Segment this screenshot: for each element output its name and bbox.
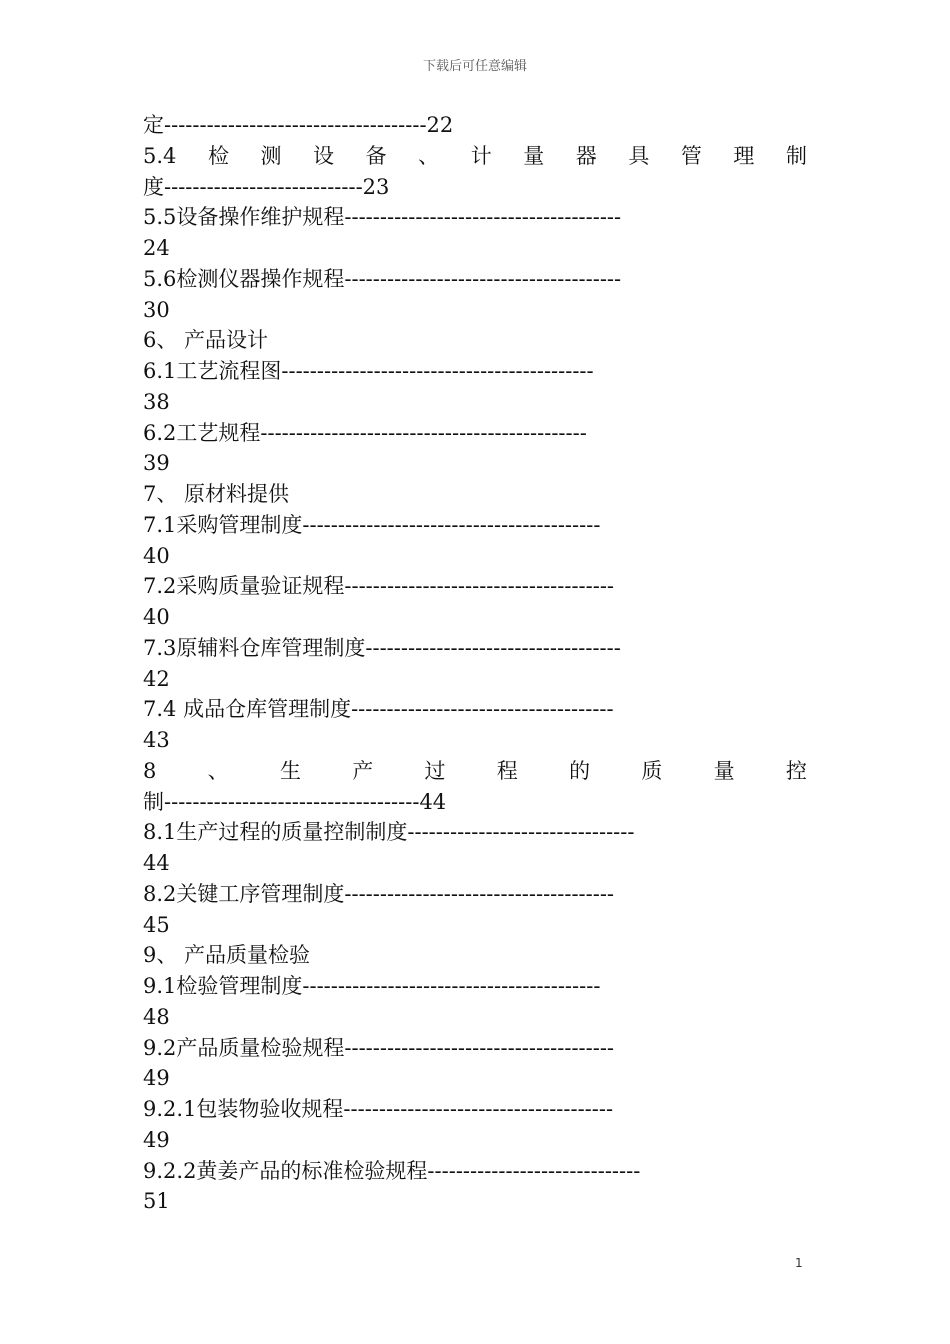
toc-line: 5.6检测仪器操作规程--------------------------------------- — [143, 266, 622, 291]
toc-word: 测 — [260, 143, 282, 168]
toc-word: 程 — [496, 758, 518, 783]
page-number: 1 — [795, 1256, 803, 1270]
toc-word: 、 — [418, 143, 440, 168]
toc-line-justified — [143, 141, 807, 172]
toc-line: 5.5设备操作维护规程--------------------------------------- — [143, 205, 622, 230]
toc-word: 管 — [680, 143, 702, 168]
toc-page-ref: 30 — [143, 297, 170, 322]
toc-page-ref: 39 — [143, 451, 170, 476]
toc-line: 7.4 成品仓库管理制度------------------------------------- — [143, 697, 614, 722]
toc-word: 量 — [713, 758, 735, 783]
toc-word: 生 — [279, 758, 301, 783]
toc-line: 8.2关键工序管理制度-------------------------------------- — [143, 881, 615, 906]
toc-section-heading: 6、 产品设计 — [143, 328, 269, 353]
toc-word: 质 — [641, 758, 663, 783]
toc-word: 的 — [569, 758, 591, 783]
toc-line: 9.2.1包装物验收规程-------------------------------------- — [143, 1097, 614, 1121]
toc-line: 7.2采购质量验证规程-------------------------------------- — [143, 574, 615, 599]
toc-line: 9.2.2黄姜产品的标准检验规程------------------------------ — [143, 1158, 641, 1183]
toc-line: 9.1检验管理制度------------------------------------------ — [143, 974, 601, 998]
toc-word: 过 — [424, 758, 446, 783]
toc-line-justified — [143, 756, 807, 787]
toc-word: 具 — [628, 143, 650, 168]
toc-word: 器 — [575, 143, 597, 168]
toc-word: 、 — [207, 758, 229, 783]
toc-word: 量 — [523, 143, 545, 168]
toc-word: 8 — [143, 758, 157, 783]
toc-line: 度----------------------------23 — [143, 174, 390, 199]
toc-line: 7.3原辅料仓库管理制度------------------------------------ — [143, 635, 621, 660]
toc-section-heading: 7、 原材料提供 — [143, 482, 290, 506]
toc-section-heading: 9、 产品质量检验 — [143, 943, 311, 968]
toc-page-ref: 51 — [143, 1189, 170, 1214]
toc-word: 产 — [352, 758, 374, 783]
toc-word: 备 — [365, 143, 387, 168]
toc-page-ref: 49 — [143, 1066, 170, 1091]
toc-word: 控 — [785, 758, 807, 783]
toc-page-ref: 38 — [143, 389, 170, 414]
toc-line: 制------------------------------------44 — [143, 789, 447, 814]
table-of-contents — [143, 110, 807, 1217]
toc-line: 9.2产品质量检验规程-------------------------------------- — [143, 1035, 615, 1060]
toc-word: 计 — [470, 143, 492, 168]
toc-page-ref: 44 — [143, 851, 170, 875]
toc-page-ref: 45 — [143, 912, 170, 937]
toc-line: 8.1生产过程的质量控制制度-------------------------------- — [143, 820, 635, 845]
toc-page-ref: 49 — [143, 1127, 170, 1152]
toc-word: 设 — [313, 143, 335, 168]
toc-line: 7.1采购管理制度------------------------------------------ — [143, 512, 601, 537]
toc-word: 5.4 — [143, 143, 177, 168]
toc-word: 检 — [207, 143, 229, 168]
toc-word: 理 — [733, 143, 755, 168]
toc-page-ref: 40 — [143, 543, 170, 568]
toc-page-ref: 48 — [143, 1004, 170, 1029]
toc-line: 定-------------------------------------22 — [143, 113, 454, 137]
toc-page-ref: 43 — [143, 728, 170, 752]
toc-word: 制 — [785, 143, 807, 168]
page-header: 下载后可任意编辑 — [422, 59, 527, 74]
toc-page-ref: 24 — [143, 236, 170, 260]
toc-line: 6.2工艺规程---------------------------------------------- — [143, 420, 587, 445]
toc-page-ref: 40 — [143, 605, 170, 629]
toc-page-ref: 42 — [143, 666, 170, 691]
toc-line: 6.1工艺流程图-------------------------------------------- — [143, 359, 594, 383]
